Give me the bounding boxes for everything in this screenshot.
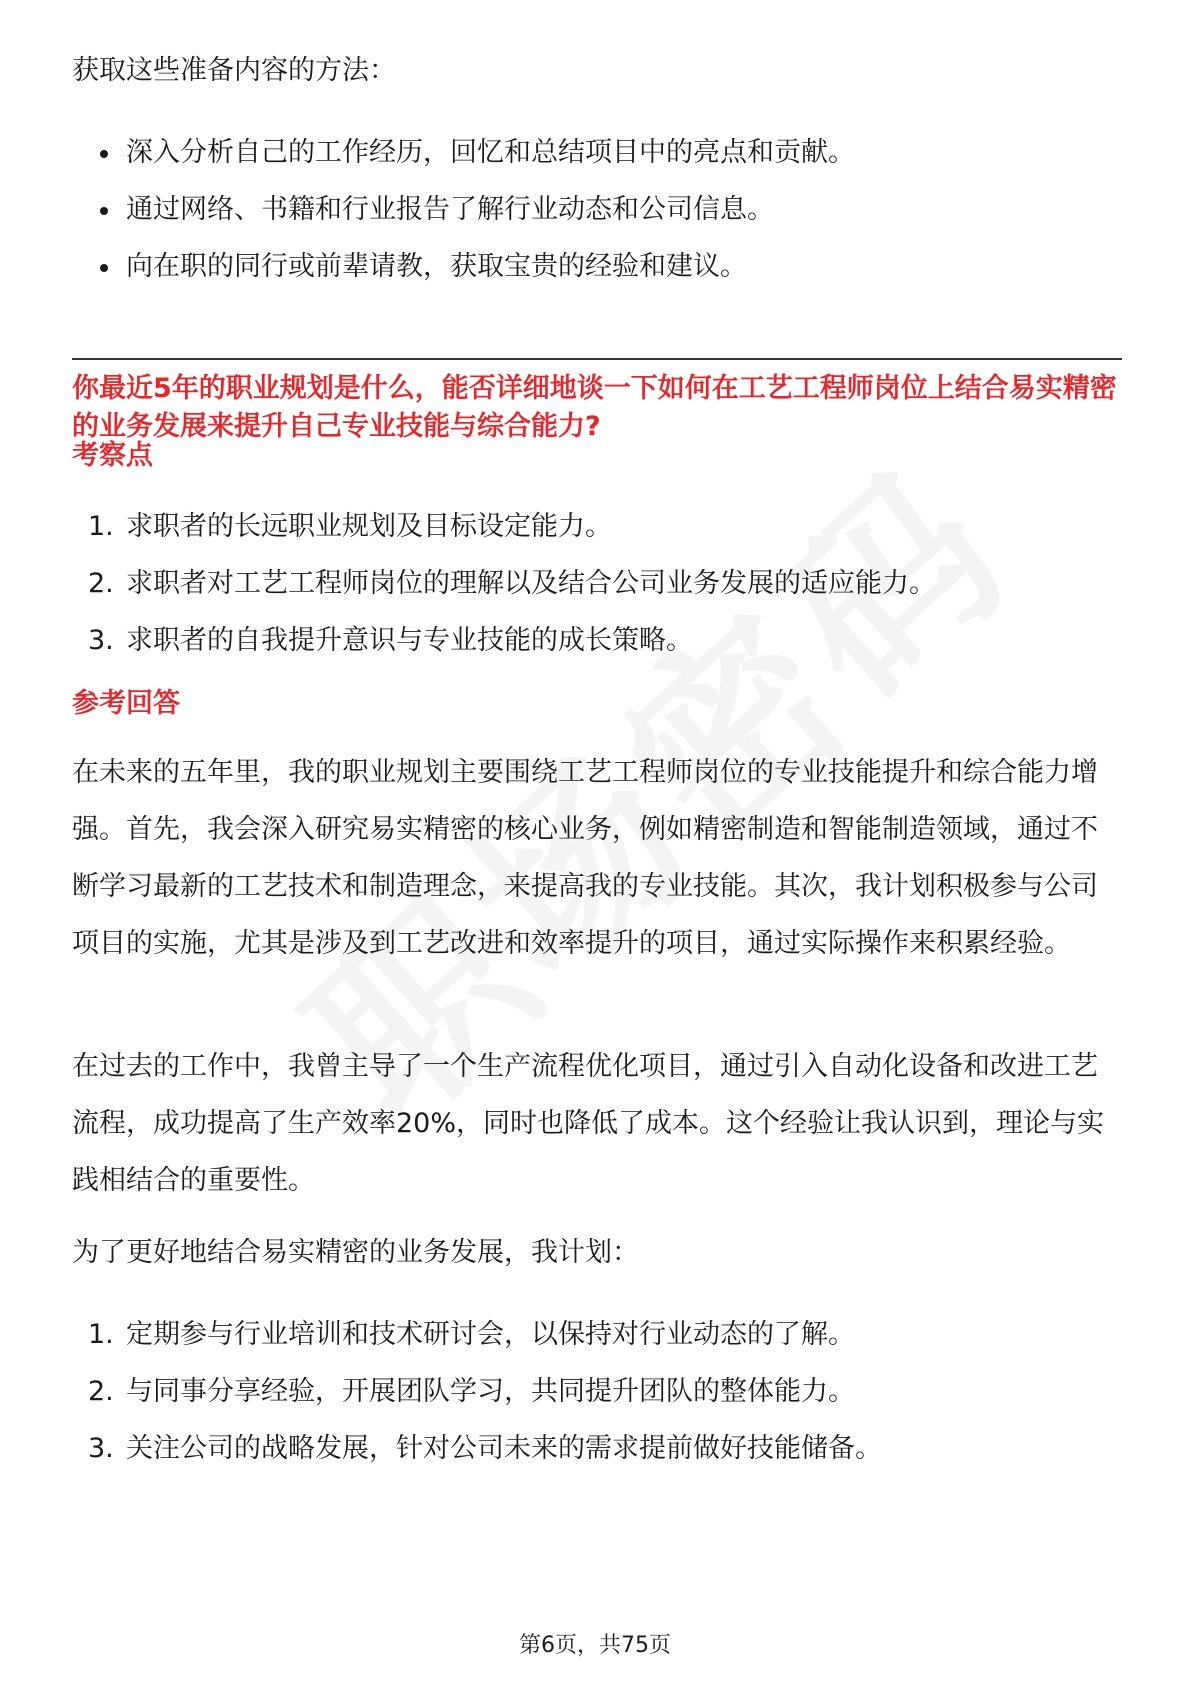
bullet-icon	[100, 150, 108, 158]
list-item-text: 向在职的同行或前辈请教，获取宝贵的经验和建议。	[126, 251, 747, 282]
plan-intro: 为了更好地结合易实精密的业务发展，我计划：	[72, 1237, 639, 1268]
page-footer: 第6页，共75页	[519, 1633, 671, 1658]
section-divider	[72, 358, 1122, 360]
list-item-number: 2.	[88, 568, 114, 599]
answer-paragraph: 在未来的五年里，我的职业规划主要围绕工艺工程师岗位的专业技能提升和综合能力增强。首先，我会深入研究易实精密的核心业务，例如精密制造和智能制造领域，通过不断学习最新的工艺技术和制造理念，来提高我的专业技能。其次，我计划积极参与公司项目的实施，尤其是涉及到工艺改进和效率提升的项目，通过实际操作来积累经验。	[72, 757, 1098, 959]
answer-paragraph: 在过去的工作中，我曾主导了一个生产流程优化项目，通过引入自动化设备和改进工艺流程，成功提高了生产效率20%，同时也降低了成本。这个经验让我认识到，理论与实践相结合的重要性。	[72, 1051, 1105, 1196]
list-item-text: 关注公司的战略发展，针对公司未来的需求提前做好技能储备。	[126, 1433, 882, 1464]
plans-list	[72, 1306, 1122, 1477]
list-item-text: 求职者的自我提升意识与专业技能的成长策略。	[126, 625, 693, 656]
document-page	[72, 0, 1122, 1684]
list-item-number: 3.	[88, 625, 114, 656]
prep-methods-list	[72, 124, 1122, 295]
list-item	[72, 238, 1122, 295]
intro-heading: 获取这些准备内容的方法：	[72, 55, 396, 86]
list-item	[72, 1363, 1122, 1420]
list-item-text: 定期参与行业培训和技术研讨会，以保持对行业动态的了解。	[126, 1319, 855, 1350]
list-item	[72, 1306, 1122, 1363]
bullet-icon	[100, 264, 108, 272]
list-item	[72, 555, 1122, 612]
list-item	[72, 181, 1122, 238]
answer-label: 参考回答	[72, 688, 180, 719]
interview-question: 你最近5年的职业规划是什么，能否详细地谈一下如何在工艺工程师岗位上结合易实精密的业务发展来提升自己专业技能与综合能力?	[72, 373, 1117, 442]
bullet-icon	[100, 207, 108, 215]
focus-points-list	[72, 498, 1122, 669]
list-item-text: 求职者对工艺工程师岗位的理解以及结合公司业务发展的适应能力。	[126, 568, 936, 599]
list-item-text: 通过网络、书籍和行业报告了解行业动态和公司信息。	[126, 194, 774, 225]
list-item	[72, 612, 1122, 669]
list-item	[72, 498, 1122, 555]
list-item	[72, 1420, 1122, 1477]
list-item	[72, 124, 1122, 181]
list-item-number: 1.	[88, 511, 114, 542]
list-item-text: 深入分析自己的工作经历，回忆和总结项目中的亮点和贡献。	[126, 137, 855, 168]
list-item-text: 与同事分享经验，开展团队学习，共同提升团队的整体能力。	[126, 1376, 855, 1407]
list-item-number: 2.	[88, 1376, 114, 1407]
list-item-text: 求职者的长远职业规划及目标设定能力。	[126, 511, 612, 542]
list-item-number: 1.	[88, 1319, 114, 1350]
list-item-number: 3.	[88, 1433, 114, 1464]
focus-points-label: 考察点	[72, 440, 153, 471]
